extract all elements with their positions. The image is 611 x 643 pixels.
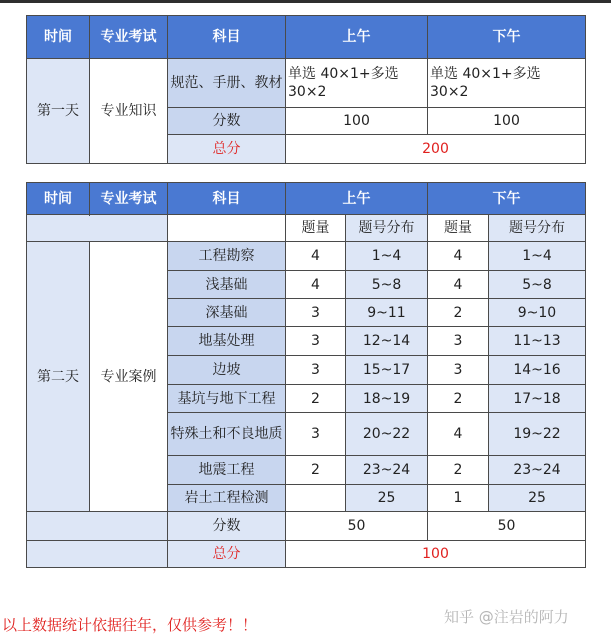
am-count-cell: 3 bbox=[286, 299, 346, 327]
header-subject: 科目 bbox=[168, 16, 286, 59]
pm-question-format: 单选 40×1+多选 30×2 bbox=[428, 59, 586, 108]
subject-cell: 特殊土和不良地质 bbox=[168, 413, 286, 456]
top-border-line bbox=[0, 0, 611, 3]
pm-count-cell: 4 bbox=[428, 413, 489, 456]
subject-cell: 岩土工程检测 bbox=[168, 485, 286, 512]
am-count-cell: 2 bbox=[286, 456, 346, 485]
am-numbers-cell: 5~8 bbox=[346, 271, 428, 299]
pm-count-cell: 3 bbox=[428, 356, 489, 385]
am-numbers-cell: 9~11 bbox=[346, 299, 428, 327]
day-cell: 第二天 bbox=[27, 242, 90, 512]
score-label: 分数 bbox=[168, 108, 286, 135]
pm-numbers-cell: 5~8 bbox=[489, 271, 586, 299]
am-question-format: 单选 40×1+多选 30×2 bbox=[286, 59, 428, 108]
pm-count-cell: 2 bbox=[428, 385, 489, 413]
header-am: 上午 bbox=[286, 16, 428, 59]
subheader-blank bbox=[27, 215, 168, 242]
score-label: 分数 bbox=[168, 512, 286, 541]
subheader-am-numbers: 题号分布 bbox=[346, 215, 428, 242]
am-numbers-cell: 12~14 bbox=[346, 327, 428, 356]
subject-cell: 工程勘察 bbox=[168, 242, 286, 271]
am-count-cell: 3 bbox=[286, 413, 346, 456]
pm-count-cell: 4 bbox=[428, 271, 489, 299]
pm-count-cell: 2 bbox=[428, 299, 489, 327]
header-time: 时间 bbox=[27, 16, 90, 59]
day2-exam-table bbox=[26, 182, 586, 568]
am-numbers-cell: 23~24 bbox=[346, 456, 428, 485]
pm-numbers-cell: 17~18 bbox=[489, 385, 586, 413]
total-label: 总分 bbox=[168, 135, 286, 164]
am-numbers-cell: 18~19 bbox=[346, 385, 428, 413]
am-count-cell: 3 bbox=[286, 356, 346, 385]
day2-table-body bbox=[27, 242, 586, 512]
am-numbers-cell: 1~4 bbox=[346, 242, 428, 271]
pm-score: 100 bbox=[428, 108, 586, 135]
exam-name-cell: 专业知识 bbox=[90, 59, 168, 164]
subject-cell: 地震工程 bbox=[168, 456, 286, 485]
footnote: 以上数据统计依据往年，仅供参考！！ bbox=[2, 616, 258, 634]
total-label: 总分 bbox=[168, 541, 286, 568]
subject-cell: 深基础 bbox=[168, 299, 286, 327]
subheader-pm-numbers: 题号分布 bbox=[489, 215, 586, 242]
header-time: 时间 bbox=[27, 183, 90, 215]
total-value: 200 bbox=[286, 135, 586, 164]
exam-name-cell: 专业案例 bbox=[90, 242, 168, 512]
am-numbers-cell: 20~22 bbox=[346, 413, 428, 456]
header-pm: 下午 bbox=[428, 16, 586, 59]
header-exam: 专业考试 bbox=[90, 16, 168, 59]
total-value: 100 bbox=[286, 541, 586, 568]
pm-numbers-cell: 19~22 bbox=[489, 413, 586, 456]
subject-cell: 边坡 bbox=[168, 356, 286, 385]
score-row-blank bbox=[27, 512, 168, 541]
am-numbers-cell: 15~17 bbox=[346, 356, 428, 385]
subject-cell: 规范、手册、教材 bbox=[168, 59, 286, 108]
header-pm: 下午 bbox=[428, 183, 586, 215]
pm-numbers-cell: 14~16 bbox=[489, 356, 586, 385]
pm-count-cell: 4 bbox=[428, 242, 489, 271]
am-count-cell: 4 bbox=[286, 242, 346, 271]
table-row bbox=[27, 242, 586, 271]
pm-score: 50 bbox=[428, 512, 586, 541]
pm-numbers-cell: 1~4 bbox=[489, 242, 586, 271]
subheader-blank-subject bbox=[168, 215, 286, 242]
am-count-cell: 2 bbox=[286, 385, 346, 413]
header-am: 上午 bbox=[286, 183, 428, 215]
pm-numbers-cell: 25 bbox=[489, 485, 586, 512]
am-score: 50 bbox=[286, 512, 428, 541]
subject-cell: 基坑与地下工程 bbox=[168, 385, 286, 413]
subheader-am-count: 题量 bbox=[286, 215, 346, 242]
am-count-cell: 3 bbox=[286, 327, 346, 356]
pm-count-cell: 1 bbox=[428, 485, 489, 512]
day-cell: 第一天 bbox=[27, 59, 90, 164]
am-count-cell bbox=[286, 485, 346, 512]
am-score: 100 bbox=[286, 108, 428, 135]
total-row-blank bbox=[27, 541, 168, 568]
header-exam: 专业考试 bbox=[90, 183, 168, 215]
watermark: 知乎 @注岩的阿力 bbox=[444, 608, 569, 626]
subject-cell: 浅基础 bbox=[168, 271, 286, 299]
subheader-pm-count: 题量 bbox=[428, 215, 489, 242]
pm-numbers-cell: 11~13 bbox=[489, 327, 586, 356]
pm-count-cell: 2 bbox=[428, 456, 489, 485]
header-subject: 科目 bbox=[168, 183, 286, 215]
subject-cell: 地基处理 bbox=[168, 327, 286, 356]
am-count-cell: 4 bbox=[286, 271, 346, 299]
pm-numbers-cell: 23~24 bbox=[489, 456, 586, 485]
pm-count-cell: 3 bbox=[428, 327, 489, 356]
pm-numbers-cell: 9~10 bbox=[489, 299, 586, 327]
am-numbers-cell: 25 bbox=[346, 485, 428, 512]
day1-exam-table bbox=[26, 15, 586, 164]
